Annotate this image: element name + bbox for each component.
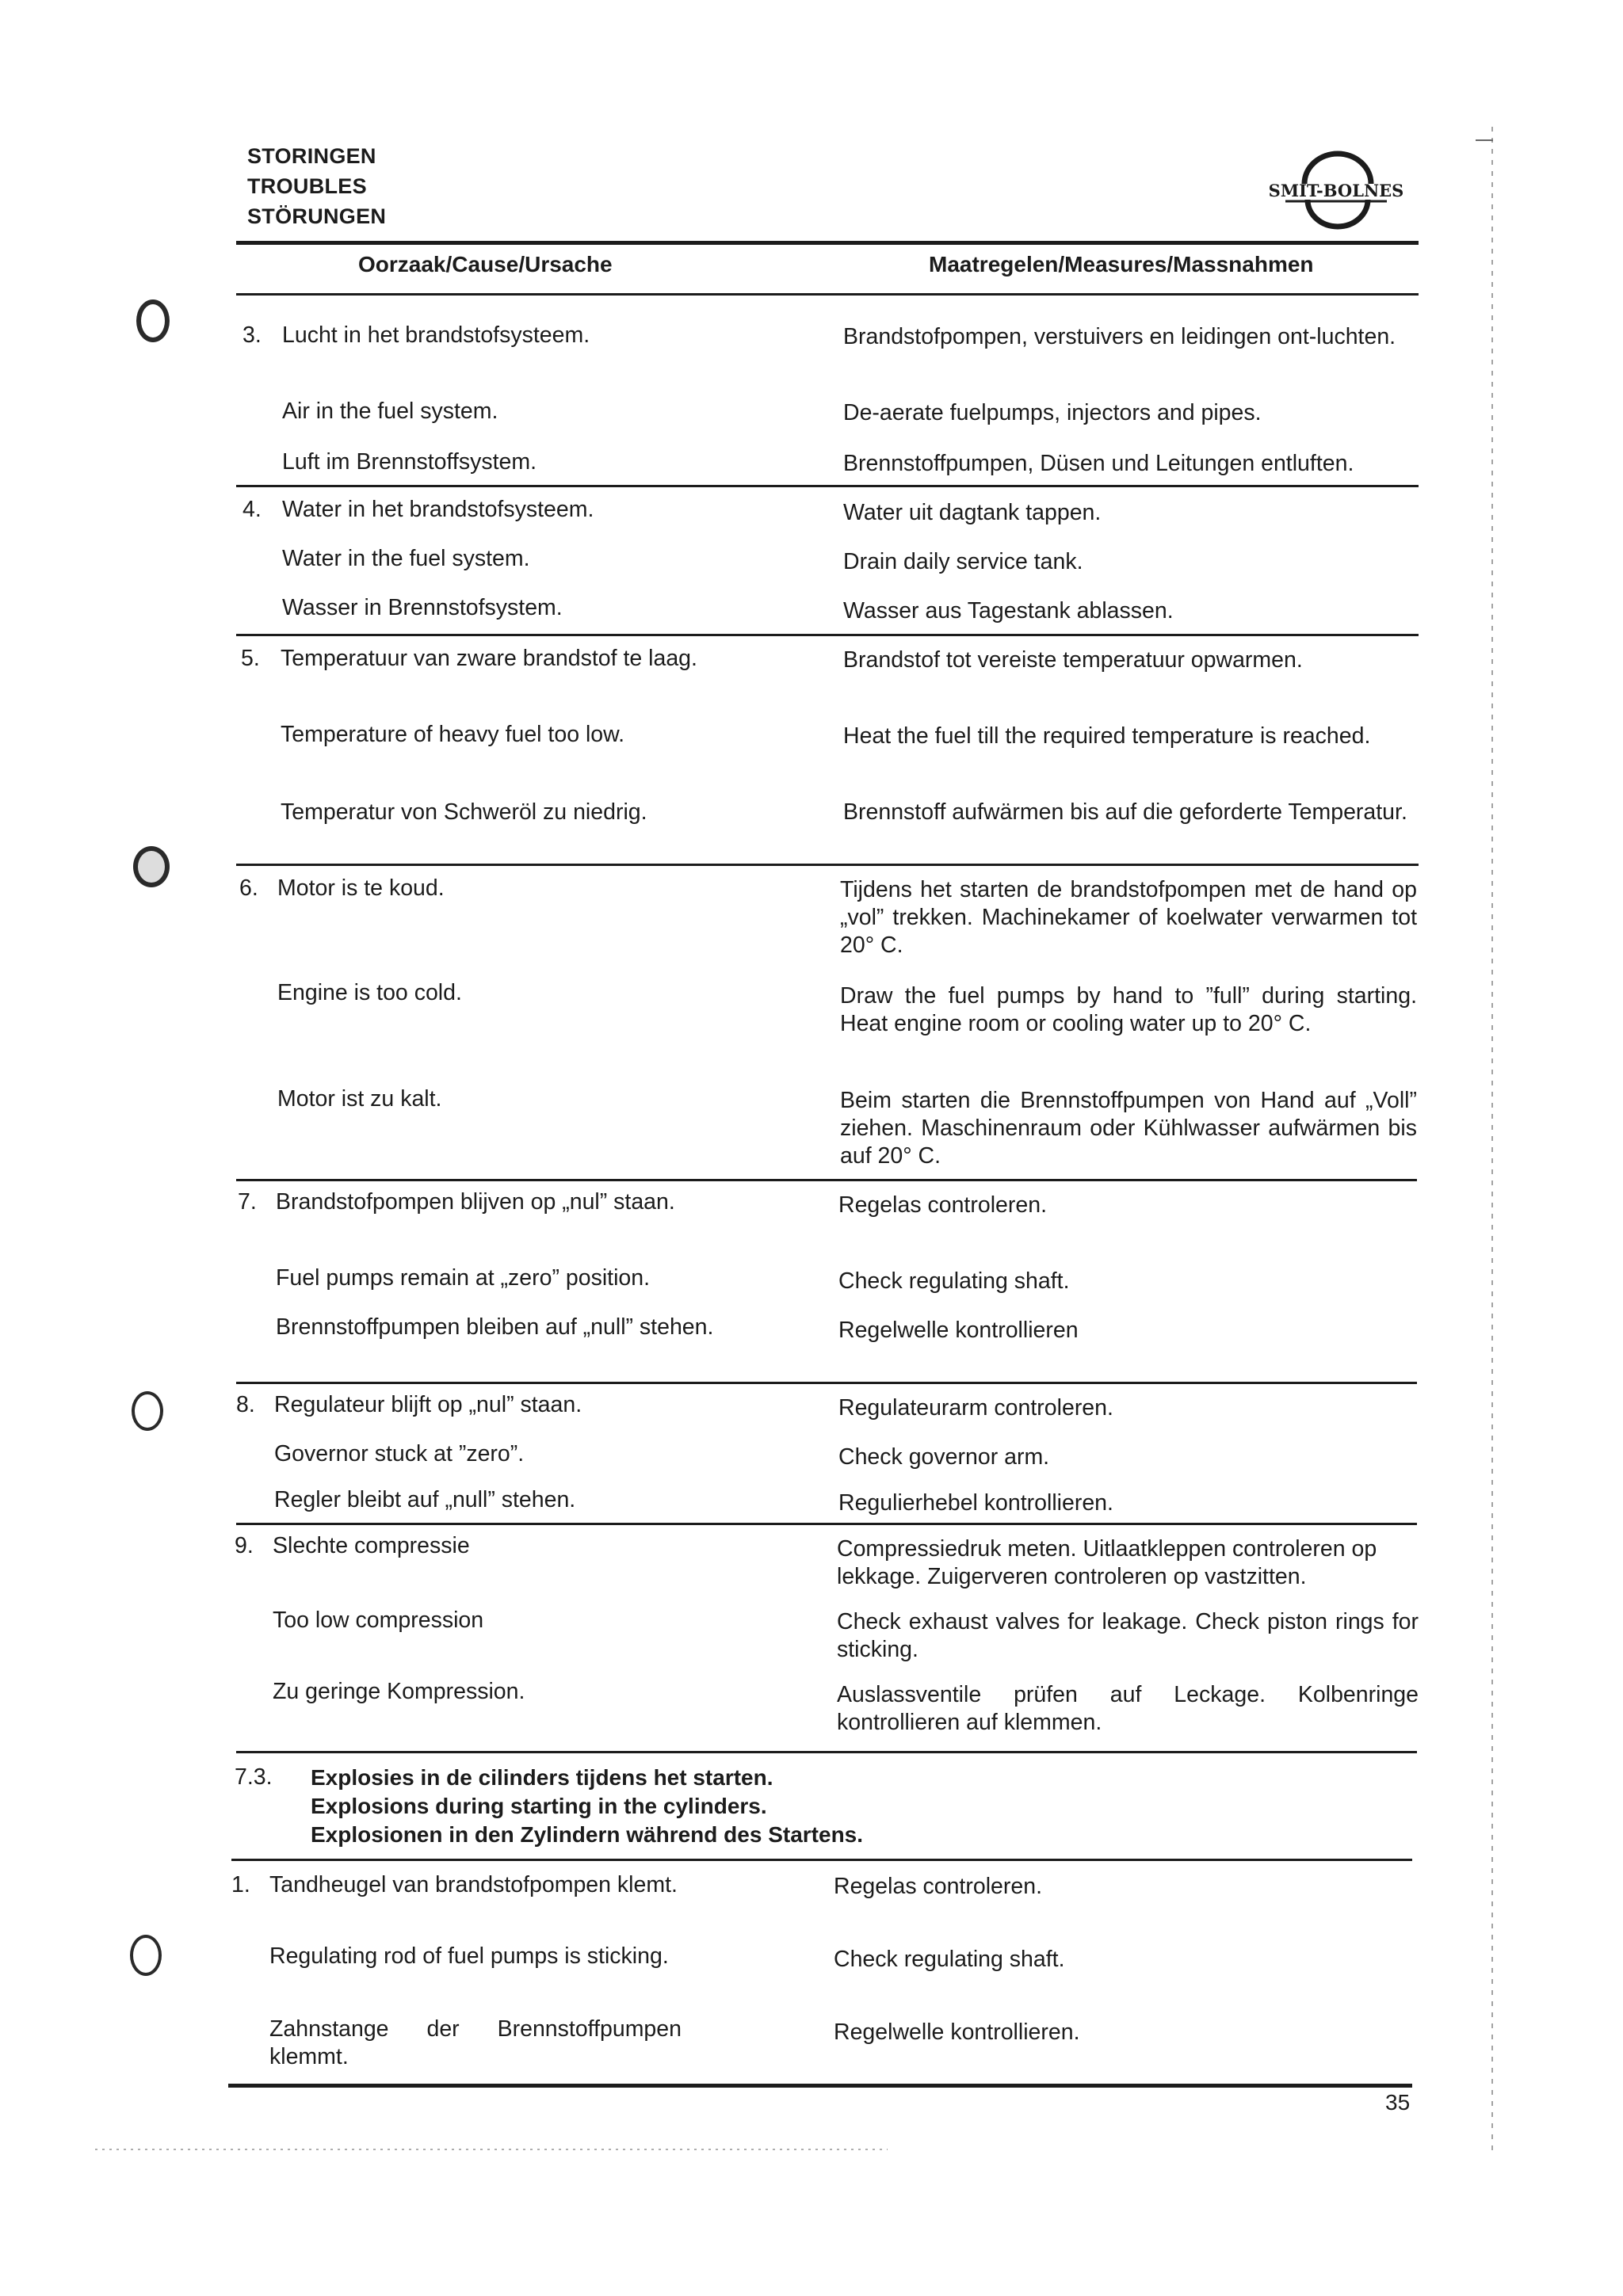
cause-en: Water in the fuel system. bbox=[282, 546, 530, 571]
measure-de: Brennstoffpumpen, Düsen und Leitungen entluften. bbox=[843, 451, 1354, 476]
measure-nl: Compressiedruk meten. Uitlaatkleppen controleren op lekkage. Zuigerveren controleren op vastzitten. bbox=[837, 1536, 1377, 1589]
cause-de: Motor ist zu kalt. bbox=[277, 1086, 442, 1112]
cause-de: Brennstoffpumpen bleiben auf „null” stehen. bbox=[276, 1314, 714, 1340]
row-number: 7. bbox=[238, 1189, 257, 1215]
title-de: STÖRUNGEN bbox=[247, 204, 387, 228]
row-number: 6. bbox=[239, 875, 258, 901]
measure-de: Regelwelle kontrollieren bbox=[838, 1318, 1079, 1343]
cause-nl: Tandheugel van brandstofpompen klemt. bbox=[269, 1872, 678, 1897]
cause-de: Temperatur von Schweröl zu niedrig. bbox=[281, 799, 647, 825]
measure-de: Wasser aus Tagestank ablassen. bbox=[843, 598, 1174, 624]
measure-en: Check regulating shaft. bbox=[838, 1268, 1070, 1294]
cause-en: Temperature of heavy fuel too low. bbox=[281, 722, 625, 747]
cause-nl: Slechte compressie bbox=[273, 1533, 470, 1558]
measure-en: Draw the fuel pumps by hand to ”full” during starting. Heat engine room or cooling water up to 20° C. bbox=[840, 983, 1417, 1036]
column-header-cause: Oorzaak/Cause/Ursache bbox=[358, 252, 613, 277]
section-title-de: Explosionen in den Zylindern während des Startens. bbox=[311, 1822, 864, 1847]
measure-de: Regelwelle kontrollieren. bbox=[834, 2019, 1080, 2045]
measure-nl: Regelas controleren. bbox=[834, 1874, 1042, 1899]
measure-en: Heat the fuel till the required temperature is reached. bbox=[843, 723, 1371, 749]
row-rule bbox=[236, 1179, 1417, 1181]
cause-de: Wasser in Brennstofsystem. bbox=[282, 595, 563, 620]
title-en: TROUBLES bbox=[247, 174, 367, 198]
cause-en: Regulating rod of fuel pumps is sticking. bbox=[269, 1943, 669, 1969]
measure-de: Beim starten die Brennstoffpumpen von Hand auf „Voll” ziehen. Maschinenraum oder Kühlwasser aufwärmen bis auf 20° C. bbox=[840, 1088, 1417, 1169]
measure-en: Check governor arm. bbox=[838, 1444, 1050, 1470]
row-rule bbox=[236, 864, 1419, 866]
binder-hole bbox=[136, 299, 170, 342]
measure-nl: Regelas controleren. bbox=[838, 1192, 1047, 1218]
measure-de: Brennstoff aufwärmen bis auf die geforderte Temperatur. bbox=[843, 799, 1407, 825]
measure-en: Drain daily service tank. bbox=[843, 549, 1083, 574]
binder-hole bbox=[132, 1391, 163, 1431]
scan-edge-mark bbox=[1476, 139, 1493, 141]
scan-bottom-edge bbox=[95, 2149, 888, 2150]
cause-en: Air in the fuel system. bbox=[282, 399, 498, 424]
measure-en: Check exhaust valves for leakage. Check piston rings for sticking. bbox=[837, 1609, 1419, 1662]
section-rule bbox=[231, 1859, 1412, 1861]
measure-en: Check regulating shaft. bbox=[834, 1947, 1065, 1972]
cause-nl: Lucht in het brandstofsysteem. bbox=[282, 322, 590, 348]
row-number: 1. bbox=[231, 1872, 250, 1897]
row-rule bbox=[236, 485, 1419, 487]
row-rule bbox=[236, 1751, 1417, 1753]
scan-edge bbox=[1491, 127, 1493, 2155]
row-rule bbox=[236, 1382, 1417, 1384]
cause-en: Fuel pumps remain at „zero” position. bbox=[276, 1265, 651, 1291]
cause-de: Zu geringe Kompression. bbox=[273, 1679, 525, 1704]
row-number: 4. bbox=[242, 497, 262, 522]
cause-en: Governor stuck at ”zero”. bbox=[274, 1441, 525, 1466]
measure-de: Regulierhebel kontrollieren. bbox=[838, 1490, 1113, 1516]
cause-en: Engine is too cold. bbox=[277, 980, 462, 1005]
binder-hole bbox=[133, 846, 170, 887]
footer-rule bbox=[228, 2084, 1412, 2088]
section-number: 7.3. bbox=[235, 1764, 273, 1790]
header-rule bbox=[236, 241, 1419, 245]
cause-de: Regler bleibt auf „null” stehen. bbox=[274, 1487, 576, 1512]
cause-en: Too low compression bbox=[273, 1608, 484, 1633]
cause-de: Luft im Brennstoffsystem. bbox=[282, 449, 537, 475]
column-header-measures: Maatregelen/Measures/Massnahmen bbox=[929, 252, 1314, 277]
cause-de: Zahnstange der Brennstoffpumpen klemmt. bbox=[269, 2016, 682, 2069]
page-number: 35 bbox=[1385, 2090, 1411, 2115]
row-number: 8. bbox=[236, 1392, 255, 1417]
section-title-nl: Explosies in de cilinders tijdens het starten. bbox=[311, 1765, 773, 1790]
measure-de: Auslassventile prüfen auf Leckage. Kolbenringe kontrollieren auf klemmen. bbox=[837, 1682, 1419, 1735]
cause-nl: Regulateur blijft op „nul” staan. bbox=[274, 1392, 582, 1417]
row-number: 5. bbox=[241, 646, 260, 671]
smit-bolnes-logo bbox=[1241, 149, 1431, 233]
measure-nl: Brandstof tot vereiste temperatuur opwarmen. bbox=[843, 647, 1303, 673]
row-number: 3. bbox=[242, 322, 262, 348]
row-number: 9. bbox=[235, 1533, 254, 1558]
binder-hole bbox=[130, 1935, 162, 1976]
measure-nl: Water uit dagtank tappen. bbox=[843, 500, 1102, 525]
logo-text: SMIT-BOLNES bbox=[1268, 181, 1404, 200]
row-rule bbox=[236, 634, 1419, 636]
measure-nl: Tijdens het starten de brandstofpompen met de hand op „vol” trekken. Machinekamer of koelwater verwarmen tot 20° C. bbox=[840, 877, 1417, 958]
title-nl: STORINGEN bbox=[247, 144, 376, 168]
measure-en: De-aerate fuelpumps, injectors and pipes. bbox=[843, 400, 1262, 425]
row-rule bbox=[236, 1523, 1417, 1525]
section-title-en: Explosions during starting in the cylinders. bbox=[311, 1794, 767, 1818]
measure-nl: Brandstofpompen, verstuivers en leidingen ont-luchten. bbox=[843, 324, 1396, 349]
column-header-rule bbox=[236, 293, 1419, 296]
measure-nl: Regulateurarm controleren. bbox=[838, 1395, 1113, 1421]
header-titles bbox=[247, 141, 386, 231]
cause-nl: Temperatuur van zware brandstof te laag. bbox=[281, 646, 697, 671]
cause-nl: Brandstofpompen blijven op „nul” staan. bbox=[276, 1189, 675, 1215]
cause-nl: Motor is te koud. bbox=[277, 875, 445, 901]
cause-nl: Water in het brandstofsysteem. bbox=[282, 497, 594, 522]
